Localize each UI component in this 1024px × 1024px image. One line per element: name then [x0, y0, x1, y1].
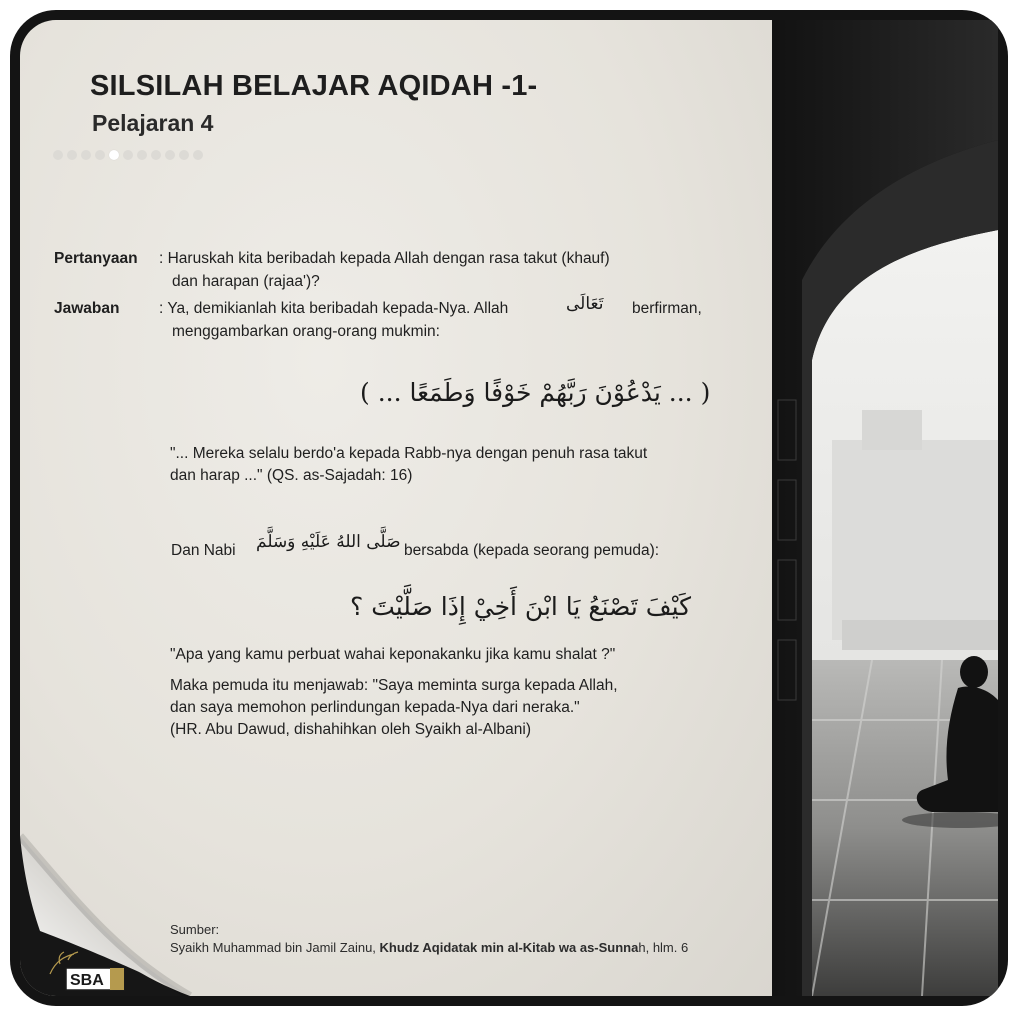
question-text-line2: dan harapan (rajaa')?	[172, 273, 320, 290]
mosque-arch-illustration	[772, 20, 998, 996]
logo-text: SBA	[70, 972, 104, 989]
source-book-title: Khudz Aqidatak min al-Kitab wa as-Sunna	[379, 940, 639, 955]
hadith-intro-start: Dan Nabi	[171, 542, 236, 559]
carousel-dots	[53, 150, 203, 160]
hadith-translation: "Apa yang kamu perbuat wahai keponakanku jika kamu shalat ?"	[170, 646, 616, 663]
carousel-dot[interactable]	[165, 150, 175, 160]
hadith-arabic: كَيْفَ تَصْنَعُ يَا ابْنَ أَخِيْ إِذَا صَلَّيْتَ ؟	[350, 592, 692, 621]
source-author: Syaikh Muhammad bin Jamil Zainu,	[170, 940, 380, 955]
carousel-dot[interactable]	[81, 150, 91, 160]
page-title: SILSILAH BELAJAR AQIDAH -1-	[90, 70, 538, 102]
answer-text-line1: : Ya, demikianlah kita beribadah kepada-Nya. Allah	[159, 300, 509, 317]
sba-logo	[40, 950, 132, 996]
answer-text-line2: menggambarkan orang-orang mukmin:	[172, 323, 440, 340]
carousel-dot[interactable]	[179, 150, 189, 160]
mosque-photo	[772, 20, 998, 996]
carousel-dot[interactable]	[123, 150, 133, 160]
verse-translation-line1: "... Mereka selalu berdo'a kepada Rabb-nya dengan penuh rasa takut	[170, 445, 648, 462]
verse-translation-line2: dan harap ..." (QS. as-Sajadah: 16)	[170, 467, 413, 484]
question-text-line1: : Haruskah kita beribadah kepada Allah dengan rasa takut (khauf)	[159, 250, 610, 267]
carousel-dot[interactable]	[95, 150, 105, 160]
hadith-intro-end: bersabda (kepada seorang pemuda):	[404, 542, 660, 559]
hadith-reply-line3: (HR. Abu Dawud, dishahihkan oleh Syaikh al-Albani)	[170, 721, 532, 738]
hadith-reply-line1: Maka pemuda itu menjawab: "Saya meminta surga kepada Allah,	[170, 677, 618, 694]
question-label: Pertanyaan	[54, 250, 138, 267]
content-panel	[20, 20, 772, 996]
source-label: Sumber:	[170, 922, 220, 937]
carousel-dot[interactable]	[193, 150, 203, 160]
carousel-dot[interactable]	[67, 150, 77, 160]
answer-text-line1-end: berfirman,	[632, 300, 702, 317]
carousel-dot[interactable]	[137, 150, 147, 160]
quran-verse-arabic: ( ... يَدْعُوْنَ رَبَّهُمْ خَوْفًا وَطَمَعًا ... )	[360, 378, 711, 407]
carousel-dot-active[interactable]	[109, 150, 119, 160]
taala-arabic: تَعَالَى	[566, 294, 604, 314]
salawat-arabic: صَلَّى اللهُ عَلَيْهِ وَسَلَّمَ	[256, 532, 401, 552]
source-citation	[170, 940, 688, 955]
carousel-dot[interactable]	[151, 150, 161, 160]
carousel-dot[interactable]	[53, 150, 63, 160]
lesson-subtitle: Pelajaran 4	[92, 110, 214, 136]
source-book-tail: h, hlm. 6	[638, 940, 689, 955]
hadith-reply-line2: dan saya memohon perlindungan kepada-Nya dari neraka."	[170, 699, 580, 716]
answer-label: Jawaban	[54, 300, 120, 317]
card-frame	[10, 10, 1008, 1006]
